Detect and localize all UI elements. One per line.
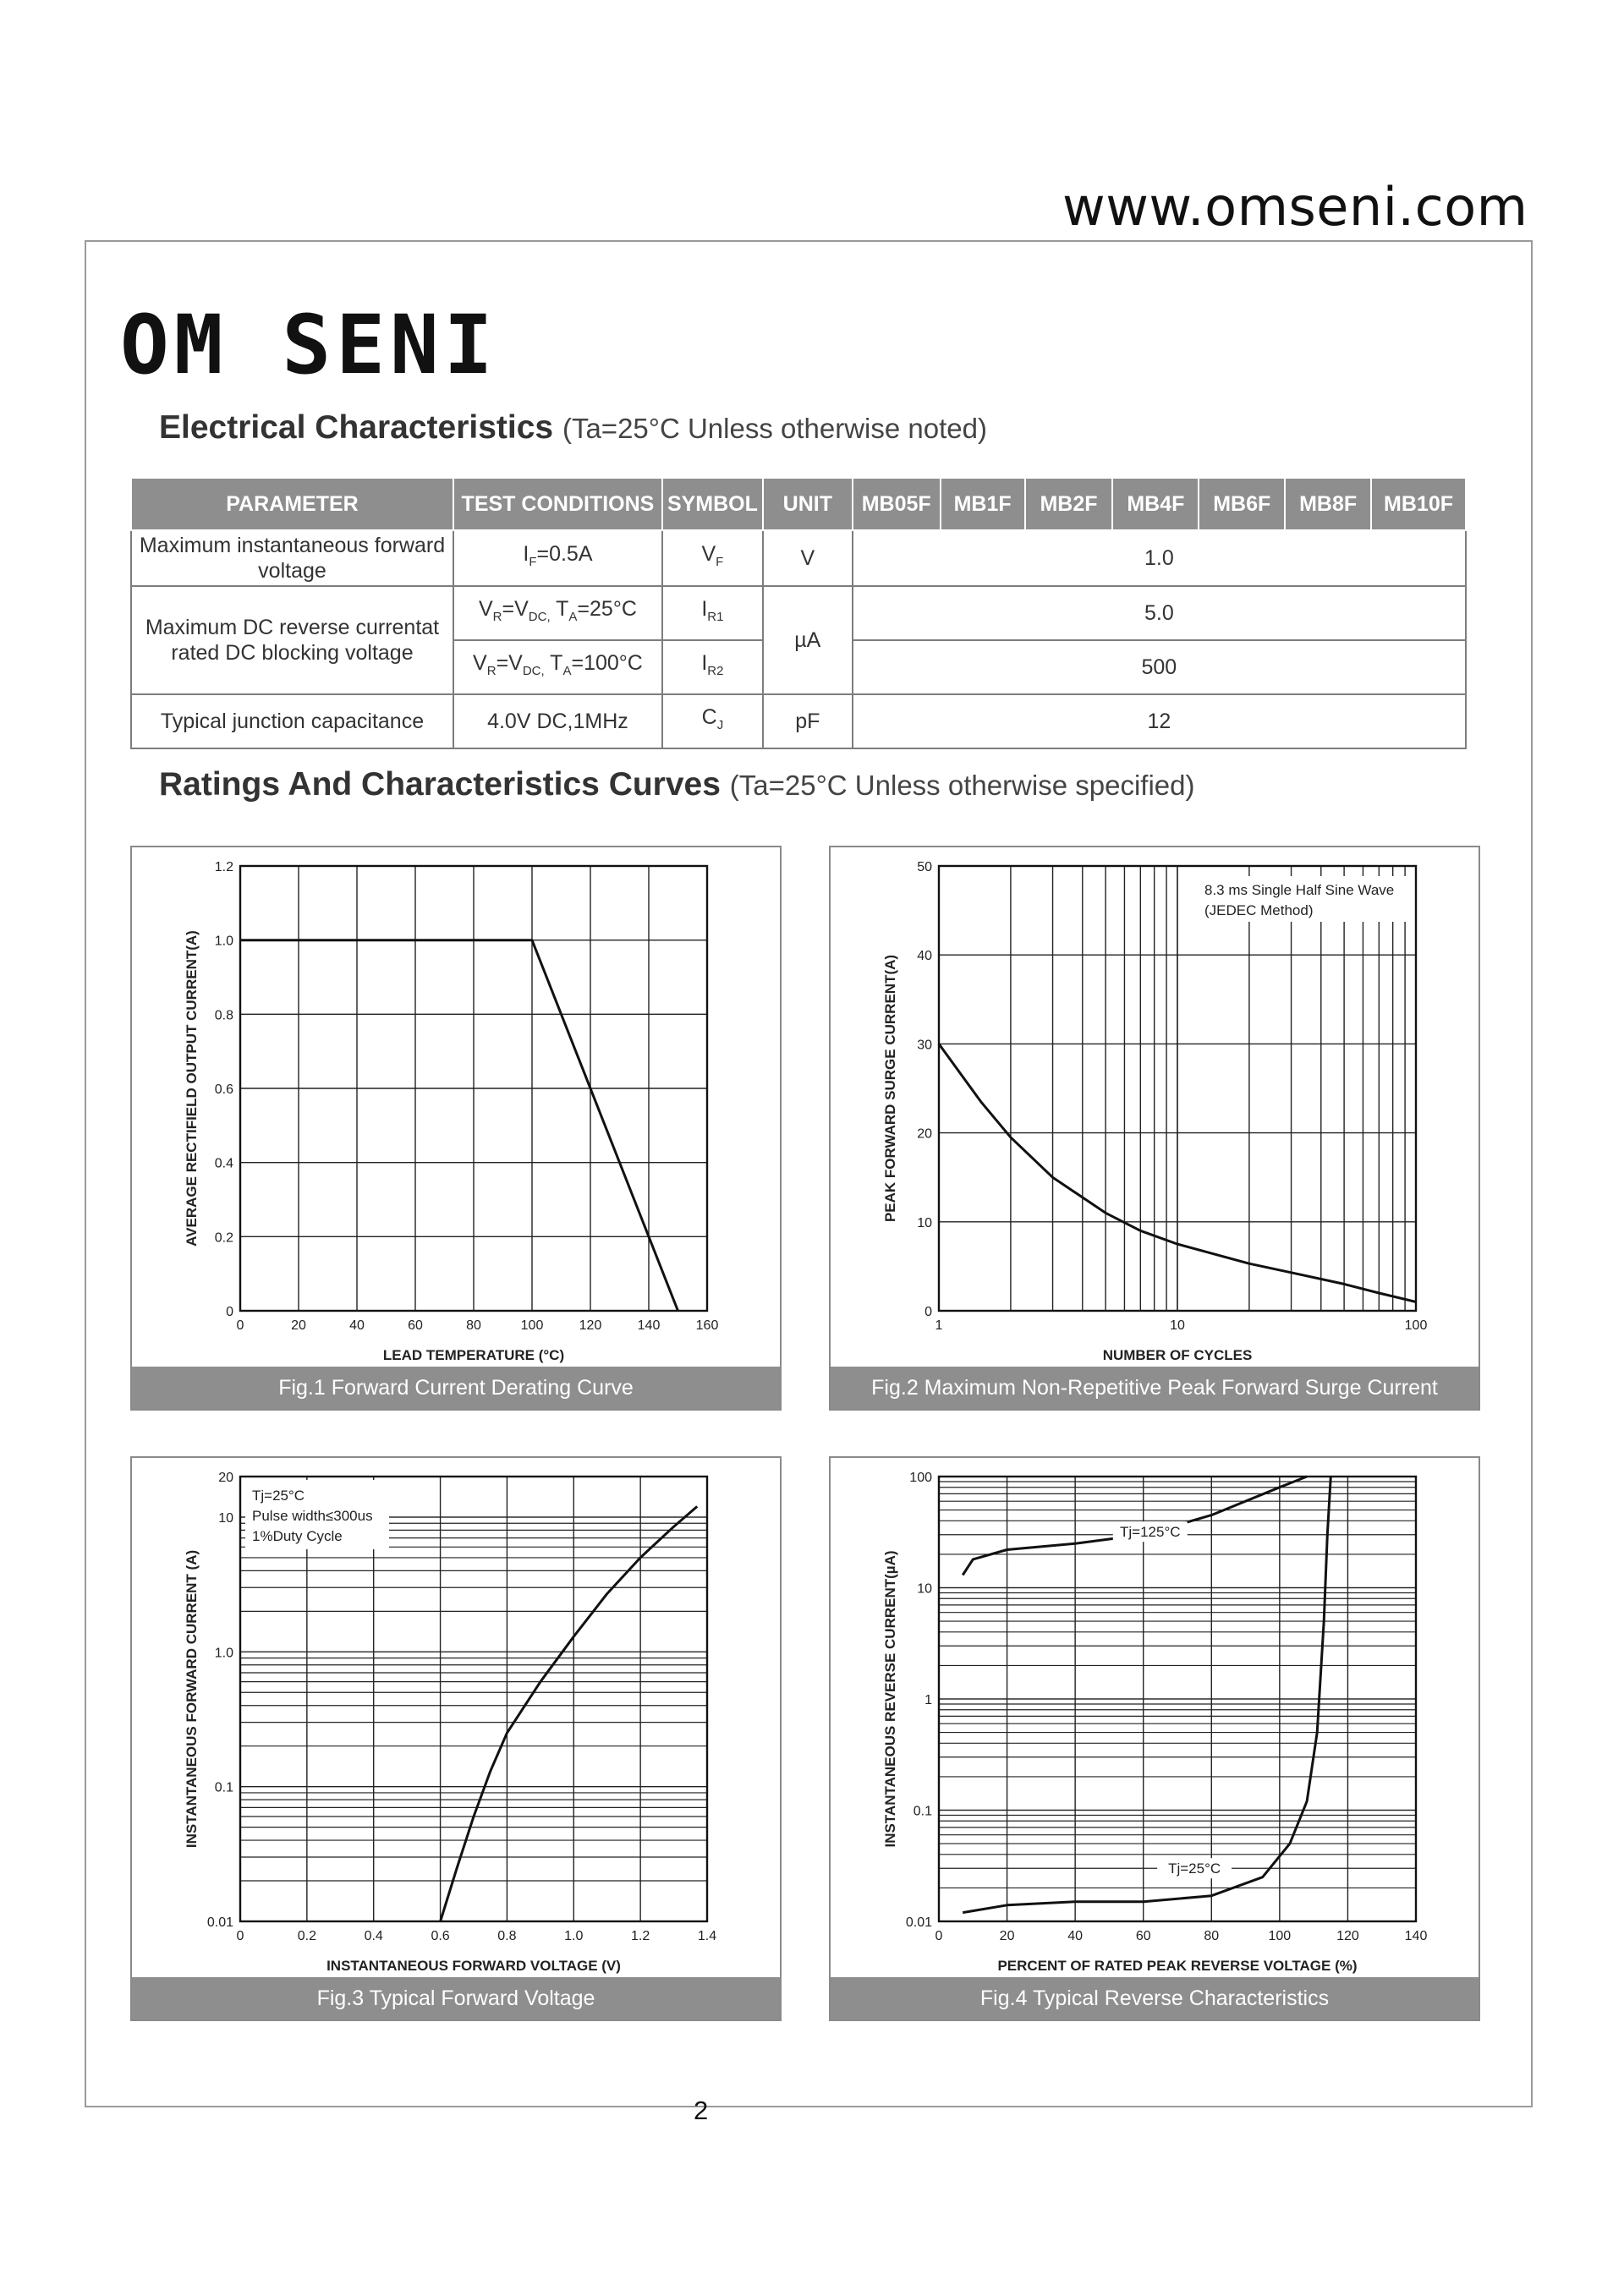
electrical-table: [130, 477, 1467, 749]
x-tick-label: 0: [236, 1929, 244, 1943]
y-tick-label: 1.2: [214, 860, 233, 874]
y-tick-label: 0.01: [905, 1915, 932, 1930]
y-axis-label: AVERAGE RECTIFIELD OUTPUT CURRENT(A): [184, 930, 200, 1247]
y-tick-label: 1: [924, 1693, 932, 1707]
y-tick-label: 0.1: [913, 1804, 932, 1819]
x-tick-label: 20: [999, 1929, 1015, 1943]
fig2-plot: [831, 847, 1479, 1367]
value-cell: 500: [853, 640, 1466, 694]
symbol-cell: $V_F$: [662, 530, 763, 586]
y-tick-label: 30: [917, 1038, 932, 1053]
x-tick-label: 100: [520, 1318, 544, 1333]
series-label: Tj=25°C: [1168, 1860, 1221, 1877]
electrical-section-title: [159, 409, 987, 447]
annotation-text: Pulse width≤300us: [252, 1508, 373, 1524]
ratings-title: Ratings And Characteristics Curves: [159, 766, 721, 803]
annotation-text: (JEDEC Method): [1204, 902, 1314, 918]
x-axis-label: LEAD TEMPERATURE (°C): [382, 1347, 565, 1363]
x-tick-label: 0: [236, 1318, 244, 1333]
y-tick-label: 10: [917, 1215, 932, 1230]
series-line: [240, 940, 678, 1311]
condition-cell: 4.0V DC,1MHz: [453, 694, 662, 748]
condition-cell: $V_R=V_{DC,}$ $T_A=25^\circ C$: [453, 586, 662, 640]
x-tick-label: 40: [1067, 1929, 1084, 1943]
col-header: TEST CONDITIONS: [453, 478, 662, 530]
x-tick-label: 80: [466, 1318, 481, 1333]
col-header: MB8F: [1285, 478, 1371, 530]
param-cell: Maximum DC reverse currentat rated DC blocking voltage: [131, 586, 453, 694]
y-tick-label: 1.0: [214, 934, 233, 949]
x-tick-label: 0: [935, 1929, 943, 1943]
x-tick-label: 10: [1170, 1318, 1185, 1333]
value-cell: 12: [853, 694, 1466, 748]
x-axis-label: NUMBER OF CYCLES: [1102, 1347, 1253, 1363]
x-tick-label: 0.2: [297, 1929, 316, 1943]
y-tick-label: 10: [917, 1581, 932, 1597]
fig3-caption: Fig.3 Typical Forward Voltage: [132, 1977, 780, 2019]
series-label: Tj=125°C: [1120, 1524, 1181, 1541]
value-cell: 1.0: [853, 530, 1466, 586]
x-tick-label: 120: [1336, 1929, 1359, 1943]
x-tick-label: 60: [408, 1318, 423, 1333]
series-line: [963, 1477, 1330, 1913]
symbol-cell: $I_{R2}$: [662, 640, 763, 694]
unit-cell: pF: [763, 694, 853, 748]
param-cell: Typical junction capacitance: [131, 694, 453, 748]
ratings-note: (Ta=25°C Unless otherwise specified): [729, 770, 1195, 801]
col-header: MB6F: [1199, 478, 1285, 530]
y-tick-label: 0.1: [214, 1780, 233, 1795]
fig1-caption: Fig.1 Forward Current Derating Curve: [132, 1367, 780, 1409]
col-header: MB1F: [941, 478, 1025, 530]
y-tick-label: 0.8: [214, 1008, 233, 1023]
unit-cell: V: [763, 530, 853, 586]
x-tick-label: 120: [579, 1318, 602, 1333]
fig3-forward-voltage-chart: [130, 1456, 782, 2021]
annotation-text: Tj=25°C: [252, 1488, 305, 1504]
y-tick-label: 0.4: [214, 1156, 233, 1171]
symbol-cell: $C_J$: [662, 694, 763, 748]
table-row: [131, 586, 1466, 640]
col-header: SYMBOL: [662, 478, 763, 530]
annotation-text: 8.3 ms Single Half Sine Wave: [1204, 882, 1395, 898]
y-tick-label: 0: [924, 1305, 932, 1319]
fig4-reverse-chart: [829, 1456, 1480, 2021]
fig4-caption: Fig.4 Typical Reverse Characteristics: [831, 1977, 1479, 2019]
fig2-caption: Fig.2 Maximum Non-Repetitive Peak Forward Surge Current: [831, 1367, 1479, 1409]
y-tick-label: 20: [218, 1471, 233, 1485]
y-tick-label: 100: [909, 1471, 932, 1485]
y-tick-label: 0.01: [206, 1915, 233, 1930]
x-axis-label: PERCENT OF RATED PEAK REVERSE VOLTAGE (%): [997, 1958, 1358, 1974]
y-tick-label: 10: [218, 1510, 233, 1526]
y-tick-label: 1.0: [214, 1646, 233, 1661]
x-tick-label: 40: [349, 1318, 365, 1333]
x-tick-label: 1: [935, 1318, 943, 1333]
brand-logo: OM SENI: [120, 298, 498, 392]
y-tick-label: 0.6: [214, 1082, 233, 1097]
unit-cell: µA: [763, 586, 853, 694]
y-axis-label: PEAK FORWARD SURGE CURRENT(A): [882, 954, 898, 1223]
value-cell: 5.0: [853, 586, 1466, 640]
x-tick-label: 1.4: [697, 1929, 717, 1943]
symbol-cell: $I_{R1}$: [662, 586, 763, 640]
x-tick-label: 100: [1268, 1929, 1292, 1943]
ratings-section-title: [159, 766, 1194, 803]
annotation-text: 1%Duty Cycle: [252, 1528, 343, 1544]
table-row: [131, 694, 1466, 748]
page-number: 2: [694, 2096, 709, 2125]
electrical-title: Electrical Characteristics: [159, 409, 554, 446]
y-tick-label: 0: [226, 1305, 233, 1319]
x-tick-label: 60: [1135, 1929, 1151, 1943]
x-tick-label: 160: [695, 1318, 719, 1333]
y-tick-label: 40: [917, 949, 932, 964]
condition-cell: $I_F=0.5A$: [453, 530, 662, 586]
table-header-row: [131, 478, 1466, 530]
x-tick-label: 140: [637, 1318, 661, 1333]
y-axis-label: INSTANTANEOUS REVERSE CURRENT(µA): [882, 1550, 898, 1848]
x-tick-label: 0.6: [431, 1929, 450, 1943]
y-tick-label: 0.2: [214, 1230, 233, 1246]
x-tick-label: 80: [1204, 1929, 1220, 1943]
col-header: MB10F: [1371, 478, 1466, 530]
x-tick-label: 1.0: [564, 1929, 584, 1943]
x-tick-label: 0.4: [364, 1929, 383, 1943]
fig1-plot: [132, 847, 780, 1367]
param-cell: Maximum instantaneous forward voltage: [131, 530, 453, 586]
y-axis-label: INSTANTANEOUS FORWARD CURRENT (A): [184, 1549, 200, 1849]
col-header: MB4F: [1112, 478, 1199, 530]
col-header: PARAMETER: [131, 478, 453, 530]
condition-cell: $V_R=V_{DC,}$ $T_A=100^\circ C$: [453, 640, 662, 694]
x-tick-label: 1.2: [631, 1929, 650, 1943]
electrical-note: (Ta=25°C Unless otherwise noted): [562, 413, 987, 444]
y-tick-label: 50: [917, 860, 932, 874]
x-tick-label: 100: [1404, 1318, 1428, 1333]
x-tick-label: 140: [1404, 1929, 1428, 1943]
table-row: [131, 530, 1466, 586]
fig2-surge-chart: [829, 846, 1480, 1411]
x-axis-label: INSTANTANEOUS FORWARD VOLTAGE (V): [326, 1958, 621, 1974]
website-url[interactable]: www.omseni.com: [1062, 176, 1528, 238]
y-tick-label: 20: [917, 1126, 932, 1142]
col-header: UNIT: [763, 478, 853, 530]
x-tick-label: 0.8: [497, 1929, 517, 1943]
series-line: [441, 1506, 698, 1921]
fig3-plot: [132, 1458, 780, 1977]
fig1-derating-chart: [130, 846, 782, 1411]
col-header: MB05F: [853, 478, 941, 530]
x-tick-label: 20: [291, 1318, 306, 1333]
col-header: MB2F: [1025, 478, 1113, 530]
fig4-plot: [831, 1458, 1479, 1977]
